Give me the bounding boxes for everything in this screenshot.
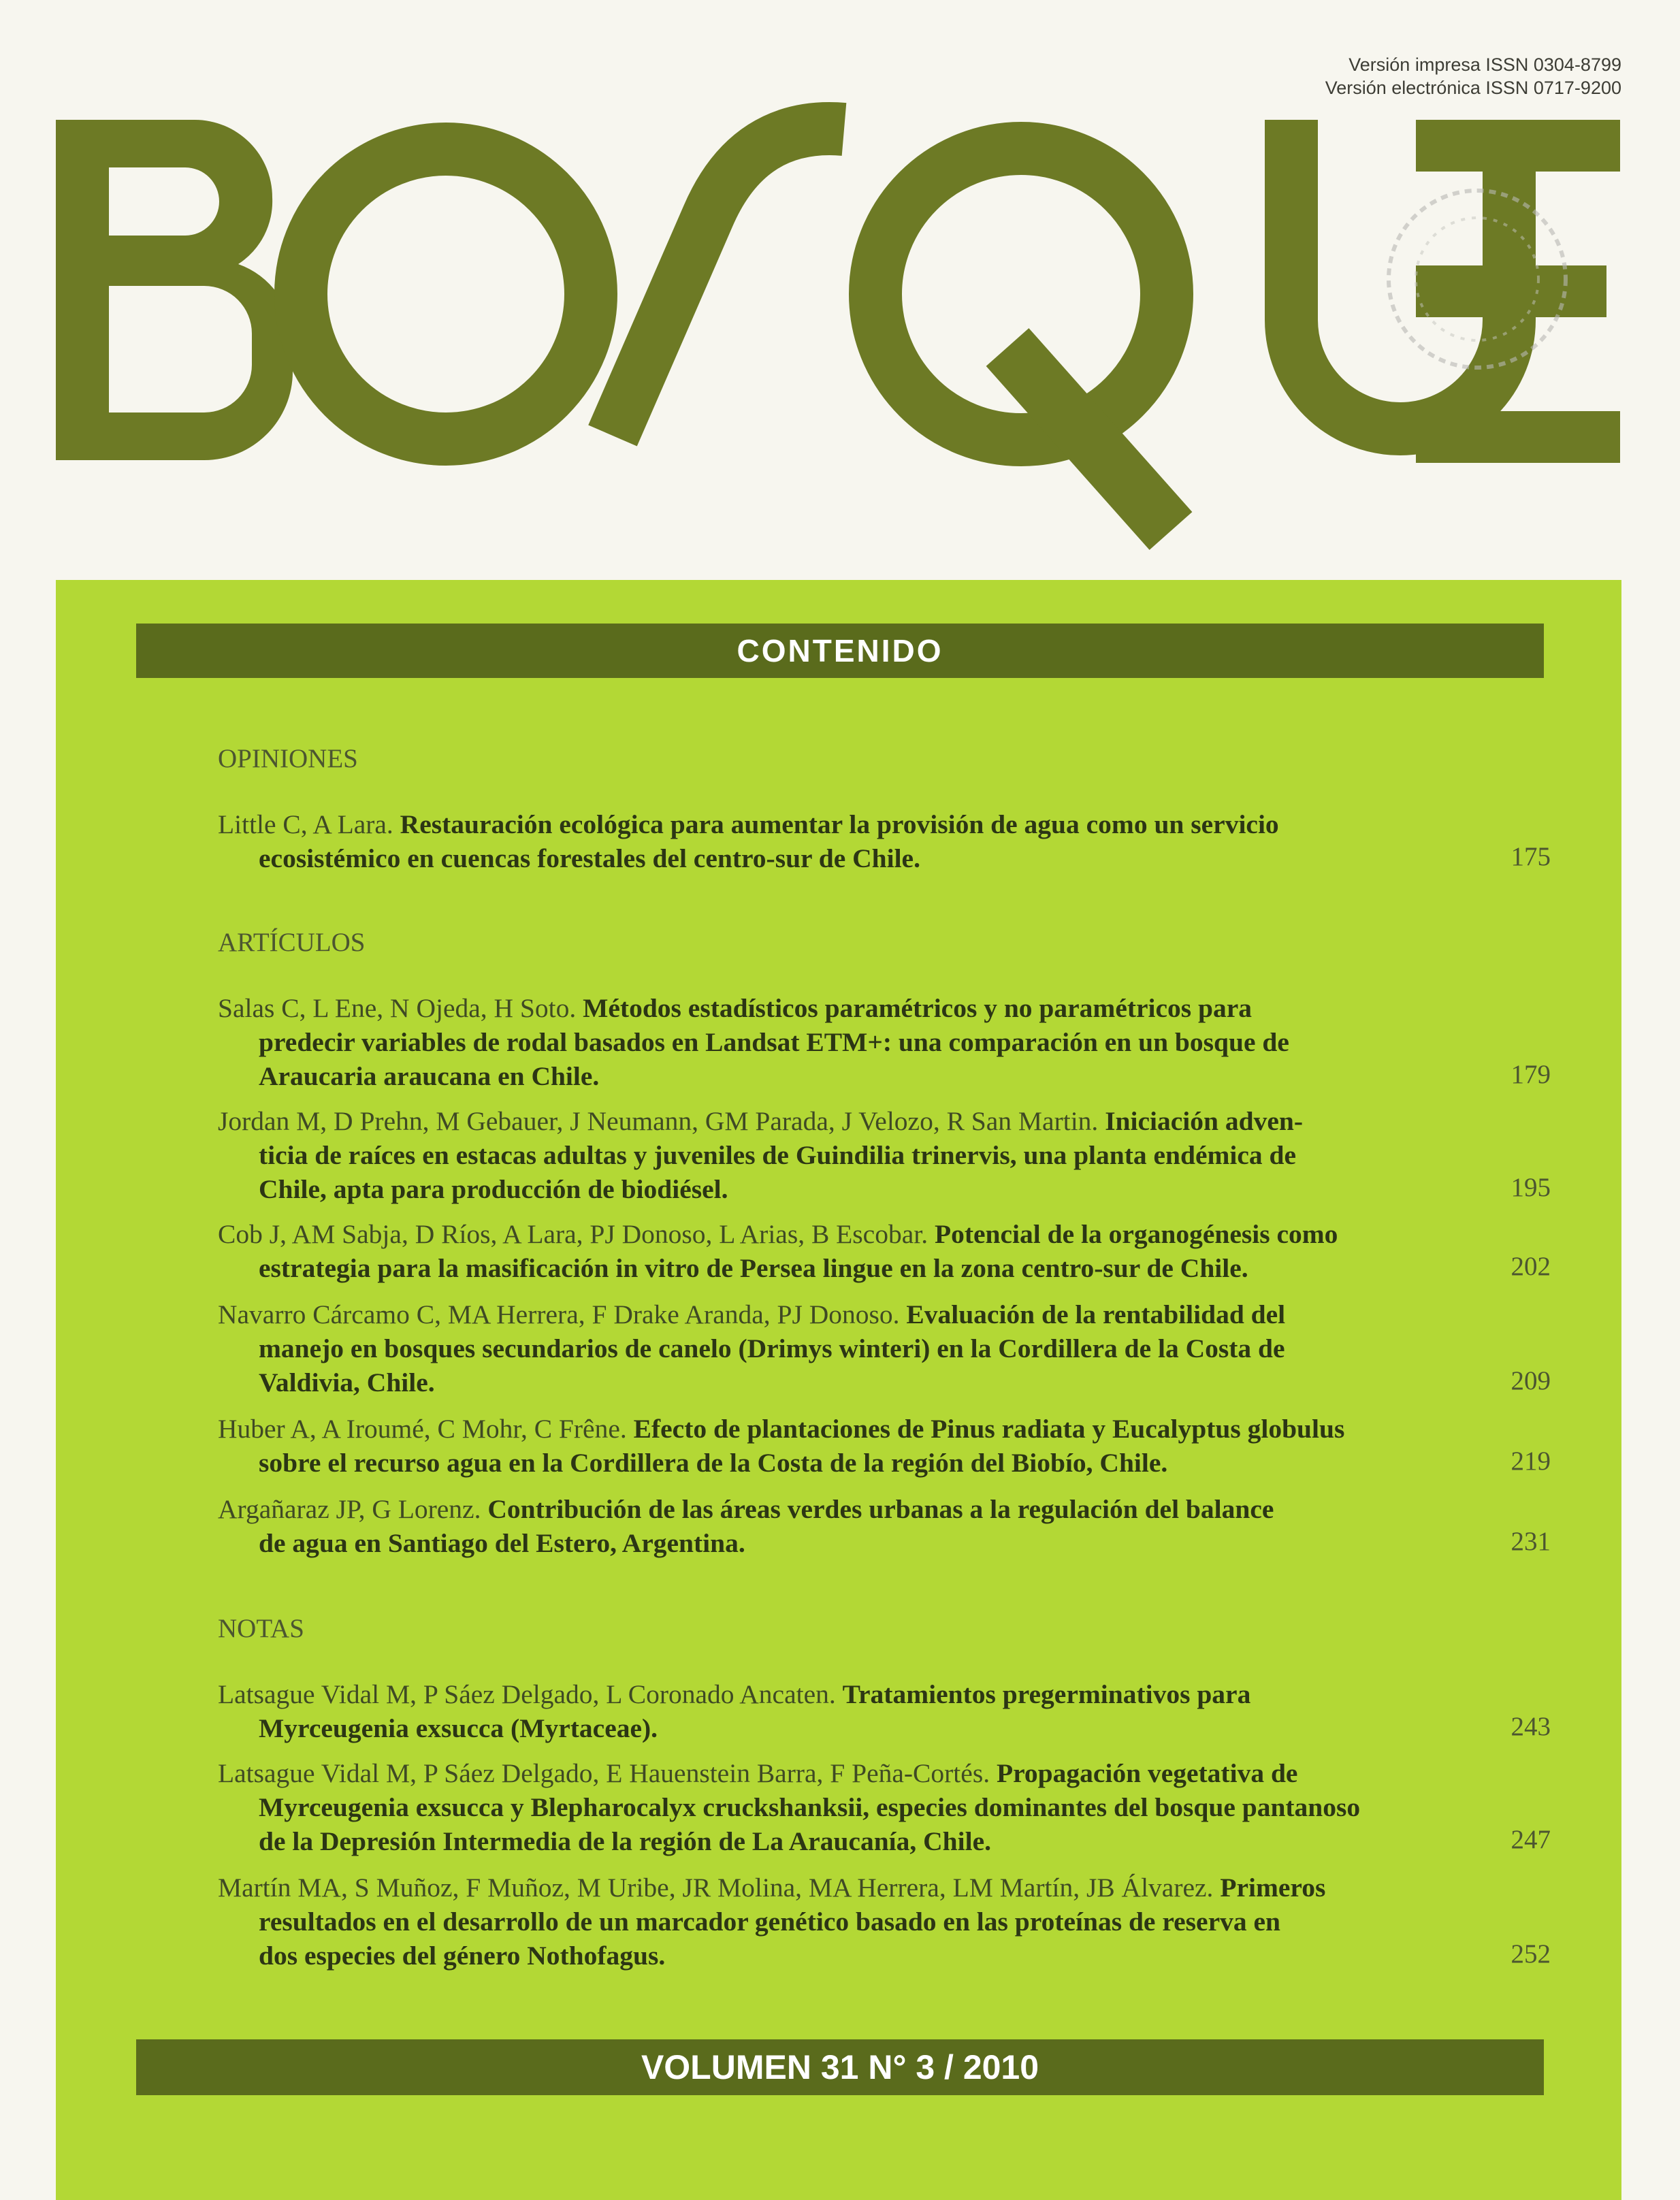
toc-entry[interactable] bbox=[218, 1871, 1538, 1973]
entry-title-line: Chile, apta para producción de biodiésel. bbox=[259, 1174, 728, 1204]
toc-entry[interactable] bbox=[218, 1104, 1538, 1206]
page-number: 231 bbox=[1511, 1527, 1551, 1556]
entry-title-line: Evaluación de la rentabilidad del bbox=[906, 1299, 1286, 1329]
entry-title-line: resultados en el desarrollo de un marcador genético basado en las proteínas de reserva en bbox=[259, 1907, 1280, 1937]
entry-title-line: estrategia para la masificación in vitro de Persea lingue en la zona centro-sur de Chile. bbox=[259, 1253, 1248, 1283]
issn-print: Versión impresa ISSN 0304-8799 bbox=[1348, 54, 1621, 75]
entry-title-line: Efecto de plantaciones de Pinus radiata y Eucalyptus globulus bbox=[633, 1414, 1345, 1444]
page-number: 202 bbox=[1511, 1252, 1551, 1281]
entry-title-line: Valdivia, Chile. bbox=[259, 1368, 435, 1397]
entry-authors: Martín MA, S Muñoz, F Muñoz, M Uribe, JR Molina, MA Herrera, LM Martín, JB Álvarez. bbox=[218, 1873, 1214, 1903]
page-number: 243 bbox=[1511, 1712, 1551, 1741]
entry-authors: Navarro Cárcamo C, MA Herrera, F Drake Aranda, PJ Donoso. bbox=[218, 1299, 900, 1329]
entry-title-line: Contribución de las áreas verdes urbanas a la regulación del balance bbox=[487, 1494, 1274, 1524]
entry-title-line: Métodos estadísticos paramétricos y no paramétricos para bbox=[583, 993, 1253, 1023]
entry-title-line: ecosistémico en cuencas forestales del centro-sur de Chile. bbox=[259, 843, 920, 873]
entry-title-line: Tratamientos pregerminativos para bbox=[842, 1679, 1251, 1709]
toc-entry[interactable] bbox=[218, 1677, 1538, 1745]
page-number: 179 bbox=[1511, 1060, 1551, 1089]
section-heading: NOTAS bbox=[218, 1614, 304, 1643]
entry-title-line: Primeros bbox=[1220, 1873, 1326, 1903]
entry-authors: Jordan M, D Prehn, M Gebauer, J Neumann, GM Parada, J Velozo, R San Martin. bbox=[218, 1106, 1099, 1136]
entry-authors: Latsague Vidal M, P Sáez Delgado, L Coronado Ancaten. bbox=[218, 1679, 836, 1709]
page-number: 219 bbox=[1511, 1446, 1551, 1476]
entry-authors: Little C, A Lara. bbox=[218, 809, 393, 839]
entry-title-line: predecir variables de rodal basados en Landsat ETM+: una comparación en un bosque de bbox=[259, 1027, 1289, 1057]
toc-entry[interactable] bbox=[218, 991, 1538, 1093]
bosque-logo bbox=[0, 0, 1680, 558]
page-number: 175 bbox=[1511, 842, 1551, 871]
toc-entry[interactable] bbox=[218, 1756, 1538, 1858]
entry-authors: Salas C, L Ene, N Ojeda, H Soto. bbox=[218, 993, 577, 1023]
page-number: 209 bbox=[1511, 1366, 1551, 1395]
entry-title-line: Potencial de la organogénesis como bbox=[934, 1219, 1338, 1249]
toc-entry[interactable] bbox=[218, 807, 1538, 875]
entry-authors: Cob J, AM Sabja, D Ríos, A Lara, PJ Donoso, L Arias, B Escobar. bbox=[218, 1219, 928, 1249]
entry-authors: Argañaraz JP, G Lorenz. bbox=[218, 1494, 481, 1524]
section-heading: ARTÍCULOS bbox=[218, 928, 366, 957]
volume-bar: VOLUMEN 31 N° 3 / 2010 bbox=[136, 2039, 1544, 2095]
entry-title-line: manejo en bosques secundarios de canelo (Drimys winteri) en la Cordillera de la Costa de bbox=[259, 1333, 1285, 1363]
entry-authors: Huber A, A Iroumé, C Mohr, C Frêne. bbox=[218, 1414, 627, 1444]
page-number: 247 bbox=[1511, 1825, 1551, 1854]
entry-title-line: Araucaria araucana en Chile. bbox=[259, 1061, 600, 1091]
entry-title-line: dos especies del género Nothofagus. bbox=[259, 1941, 666, 1971]
entry-title-line: Propagación vegetativa de bbox=[996, 1758, 1298, 1788]
entry-title-line: ticia de raíces en estacas adultas y juveniles de Guindilia trinervis, una planta endémica de bbox=[259, 1140, 1297, 1170]
toc-entry[interactable] bbox=[218, 1297, 1538, 1400]
section-heading: OPINIONES bbox=[218, 744, 358, 773]
toc-entry[interactable] bbox=[218, 1492, 1538, 1560]
toc-entry[interactable] bbox=[218, 1412, 1538, 1480]
entry-title-line: Myrceugenia exsucca y Blepharocalyx cruckshanksii, especies dominantes del bosque pantanoso bbox=[259, 1792, 1361, 1822]
entry-authors: Latsague Vidal M, P Sáez Delgado, E Hauenstein Barra, F Peña-Cortés. bbox=[218, 1758, 990, 1788]
entry-title-line: Iniciación adven- bbox=[1105, 1106, 1303, 1136]
entry-title-line: Myrceugenia exsucca (Myrtaceae). bbox=[259, 1713, 658, 1743]
entry-title-line: Restauración ecológica para aumentar la provisión de agua como un servicio bbox=[400, 809, 1279, 839]
issn-electronic: Versión electrónica ISSN 0717-9200 bbox=[1325, 78, 1621, 98]
entry-title-line: de la Depresión Intermedia de la región de La Araucanía, Chile. bbox=[259, 1826, 992, 1856]
entry-title-line: de agua en Santiago del Estero, Argentina. bbox=[259, 1528, 745, 1558]
page-number: 195 bbox=[1511, 1173, 1551, 1202]
entry-title-line: sobre el recurso agua en la Cordillera de la Costa de la región del Biobío, Chile. bbox=[259, 1448, 1168, 1478]
contents-header: CONTENIDO bbox=[136, 624, 1544, 678]
page-number: 252 bbox=[1511, 1939, 1551, 1969]
toc-entry[interactable] bbox=[218, 1217, 1538, 1285]
